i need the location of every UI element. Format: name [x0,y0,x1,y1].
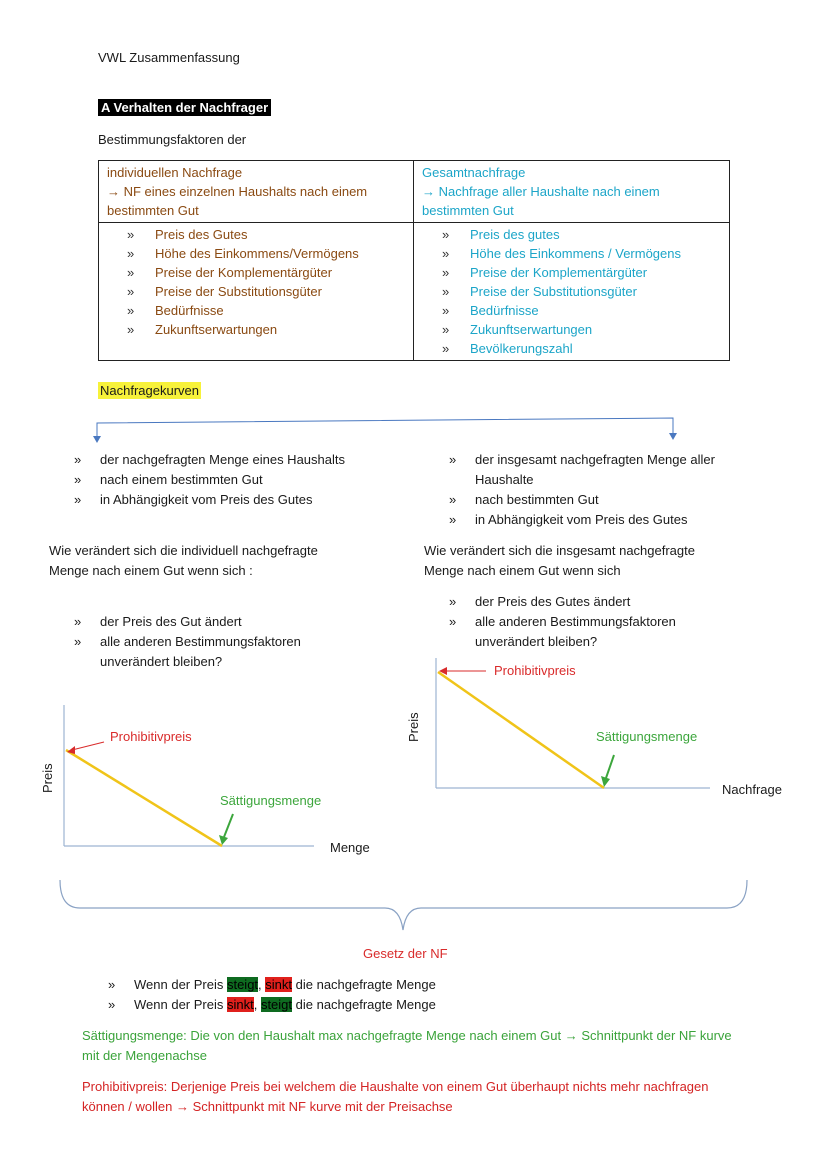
arrow-head [219,835,228,845]
list-item: » Bedürfnisse [442,301,721,320]
list-item: » in Abhängigkeit vom Preis des Gutes [74,490,364,510]
list-item: » der Preis des Gutes ändert [449,592,719,612]
curly-brace [55,878,755,938]
right-x-label: Nachfrage [722,782,782,797]
left-bullets [74,450,364,510]
individual-demand-factors [99,223,414,361]
law-sep: , [258,977,266,992]
list-item: » Preise der Komplementärgüter [127,263,405,282]
law-text: Wenn der Preis [134,997,227,1012]
list-item: » Preise der Substitutionsgüter [127,282,405,301]
section-intro: Bestimmungsfaktoren der [98,132,247,147]
list-item: » Preise der Substitutionsgüter [442,282,721,301]
list-item: » Bevölkerungszahl [442,339,721,358]
determinants-table [98,160,730,361]
definition-saettigung: Sättigungsmenge: Die von den Haushalt max nachgefragte Menge nach einem Gut → Schnittpunkt der NF kurve mit der Mengenachse [82,1028,732,1063]
individual-demand-header-cell [99,161,414,223]
law-title: Gesetz der NF [363,946,448,961]
right-conditions [449,592,719,652]
right-prohibitiv-label: Prohibitivpreis [494,663,576,678]
definition-prohibitiv: Prohibitivpreis: Derjenige Preis bei welchem die Haushalte von einem Gut überhaupt nichts mehr nachfragen können / wollen → Schnittpunkt mit NF kurve mit der Preisachse [82,1079,709,1114]
left-question: Wie verändert sich die individuell nachgefragte Menge nach einem Gut wenn sich : [49,543,318,578]
document-title: VWL Zusammenfassung [98,50,240,65]
table-body-row [99,223,730,361]
highlight-sinkt: sinkt [265,977,293,992]
highlight-steigt: steigt [226,977,259,992]
list-item: » alle anderen Bestimmungsfaktoren unverändert bleiben? [449,612,719,652]
curves-title: Nachfragekurven [100,383,199,398]
saettigung-arrow [606,755,614,778]
demand-curve [438,672,604,788]
branch-arrow [88,410,688,446]
list-item: » Zukunftserwartungen [127,320,405,339]
highlight-steigt: steigt [260,997,293,1012]
left-saettigung-label: Sättigungsmenge [220,793,322,808]
law-sep: , [253,997,261,1012]
list-item: » nach einem bestimmten Gut [74,470,364,490]
list-item: » der Preis des Gut ändert [74,612,344,632]
law-text: die nachgefragte Menge [292,977,436,992]
list-item: » Preis des Gutes [127,225,405,244]
right-question: Wie verändert sich die insgesamt nachgefragte Menge nach einem Gut wenn sich [424,543,695,578]
right-y-label: Preis [406,712,421,742]
list-item: » Bedürfnisse [127,301,405,320]
list-item: » Preis des gutes [442,225,721,244]
law-rule-1 [108,975,528,995]
left-conditions [74,612,344,672]
highlight-sinkt: sinkt [226,997,254,1012]
individual-demand-header: individuellen Nachfrage [107,165,243,180]
saettigung-arrow [224,814,233,837]
table-header-row [99,161,730,223]
list-item: » Höhe des Einkommens / Vermögens [442,244,721,263]
total-demand-header: Gesamtnachfrage [422,165,526,180]
demand-curve [66,750,222,846]
left-y-label: Preis [40,763,55,793]
list-item: » Zukunftserwartungen [442,320,721,339]
right-saettigung-label: Sättigungsmenge [596,729,698,744]
individual-demand-sub: → NF eines einzelnen Haushalts nach einem bestimmten Gut [107,184,368,218]
section-title: A Verhalten der Nachfrager [98,99,271,116]
list-item: » Preise der Komplementärgüter [442,263,721,282]
law-text: Wenn der Preis [134,977,227,992]
total-demand-factors [414,223,730,361]
prohibitiv-arrow [72,742,104,750]
list-item: » Höhe des Einkommens/Vermögens [127,244,405,263]
law-text: die nachgefragte Menge [292,997,436,1012]
list-item: » alle anderen Bestimmungsfaktoren unverändert bleiben? [74,632,344,672]
total-demand-header-cell [414,161,730,223]
list-item: » der nachgefragten Menge eines Haushalts [74,450,364,470]
left-prohibitiv-label: Prohibitivpreis [110,729,192,744]
law-list [108,975,528,1015]
list-item: » in Abhängigkeit vom Preis des Gutes [449,510,749,530]
law-rule-2 [108,995,528,1015]
right-bullets [449,450,749,530]
total-demand-sub: → Nachfrage aller Haushalte nach einem bestimmten Gut [422,184,660,218]
list-item: » der insgesamt nachgefragten Menge aller Haushalte [449,450,749,490]
left-x-label: Menge [330,840,370,855]
list-item: » nach bestimmten Gut [449,490,749,510]
